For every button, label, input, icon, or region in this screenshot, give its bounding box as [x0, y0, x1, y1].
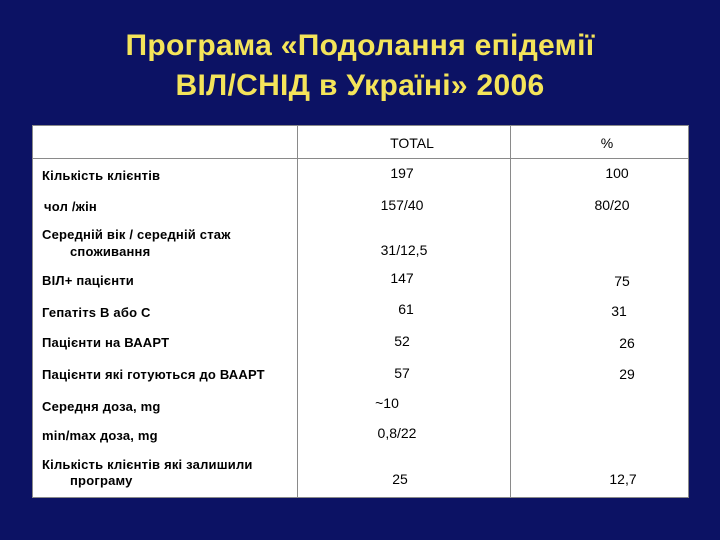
header-total: TOTAL — [390, 135, 434, 151]
slide-title-line-1: Програма «Подолання епідемії — [125, 29, 595, 62]
data-table — [32, 125, 689, 498]
row-label-haart: Пацієнти на ВААРТ — [42, 335, 170, 350]
row-label-clients: Кількість клієнтів — [42, 168, 161, 183]
row-percent-hepatitis: 31 — [611, 303, 627, 319]
row-total-gender: 157/40 — [380, 197, 424, 213]
row-percent-preparing-haart: 29 — [619, 366, 635, 382]
row-label-left-program-line-1: Кількість клієнтів які залишили — [42, 457, 253, 472]
row-total-haart: 52 — [394, 333, 410, 349]
row-total-hepatitis: 61 — [398, 301, 414, 317]
row-total-left-program: 25 — [392, 471, 408, 487]
row-percent-clients: 100 — [605, 165, 629, 181]
table-border-right — [688, 125, 689, 498]
row-label-gender: чол /жін — [44, 199, 97, 214]
row-label-hepatitis: Гепатітs В або С — [42, 305, 151, 320]
row-label-left-program-line-2: програму — [70, 473, 133, 488]
row-percent-left-program: 12,7 — [609, 471, 637, 487]
table-border-left — [32, 125, 33, 498]
row-label-preparing-haart: Пацієнти які готуються до ВААРТ — [42, 367, 265, 382]
table-border-top — [32, 125, 689, 126]
header-divider — [32, 158, 689, 159]
row-label-age-line-2: споживання — [70, 244, 151, 259]
column-divider-1 — [297, 125, 298, 498]
table-border-bottom — [32, 497, 689, 498]
row-total-age: 31/12,5 — [380, 242, 428, 258]
row-percent-gender: 80/20 — [594, 197, 630, 213]
slide-title — [0, 26, 720, 106]
row-total-preparing-haart: 57 — [394, 365, 410, 381]
row-total-avg-dose: ~10 — [375, 395, 399, 411]
row-label-age-line-1: Середній вік / середній стаж — [42, 227, 231, 242]
row-total-clients: 197 — [390, 165, 414, 181]
row-total-minmax-dose: 0,8/22 — [377, 425, 417, 441]
slide-title-line-2: ВІЛ/СНІД в Україні» 2006 — [175, 69, 545, 102]
row-total-hiv: 147 — [390, 270, 414, 286]
row-percent-hiv: 75 — [614, 273, 630, 289]
header-percent: % — [600, 135, 614, 151]
row-percent-haart: 26 — [619, 335, 635, 351]
row-label-avg-dose: Середня доза, mg — [42, 399, 161, 414]
row-label-hiv: ВІЛ+ пацієнти — [42, 273, 135, 288]
row-label-minmax-dose: min/max доза, mg — [42, 428, 158, 443]
column-divider-2 — [510, 125, 511, 498]
